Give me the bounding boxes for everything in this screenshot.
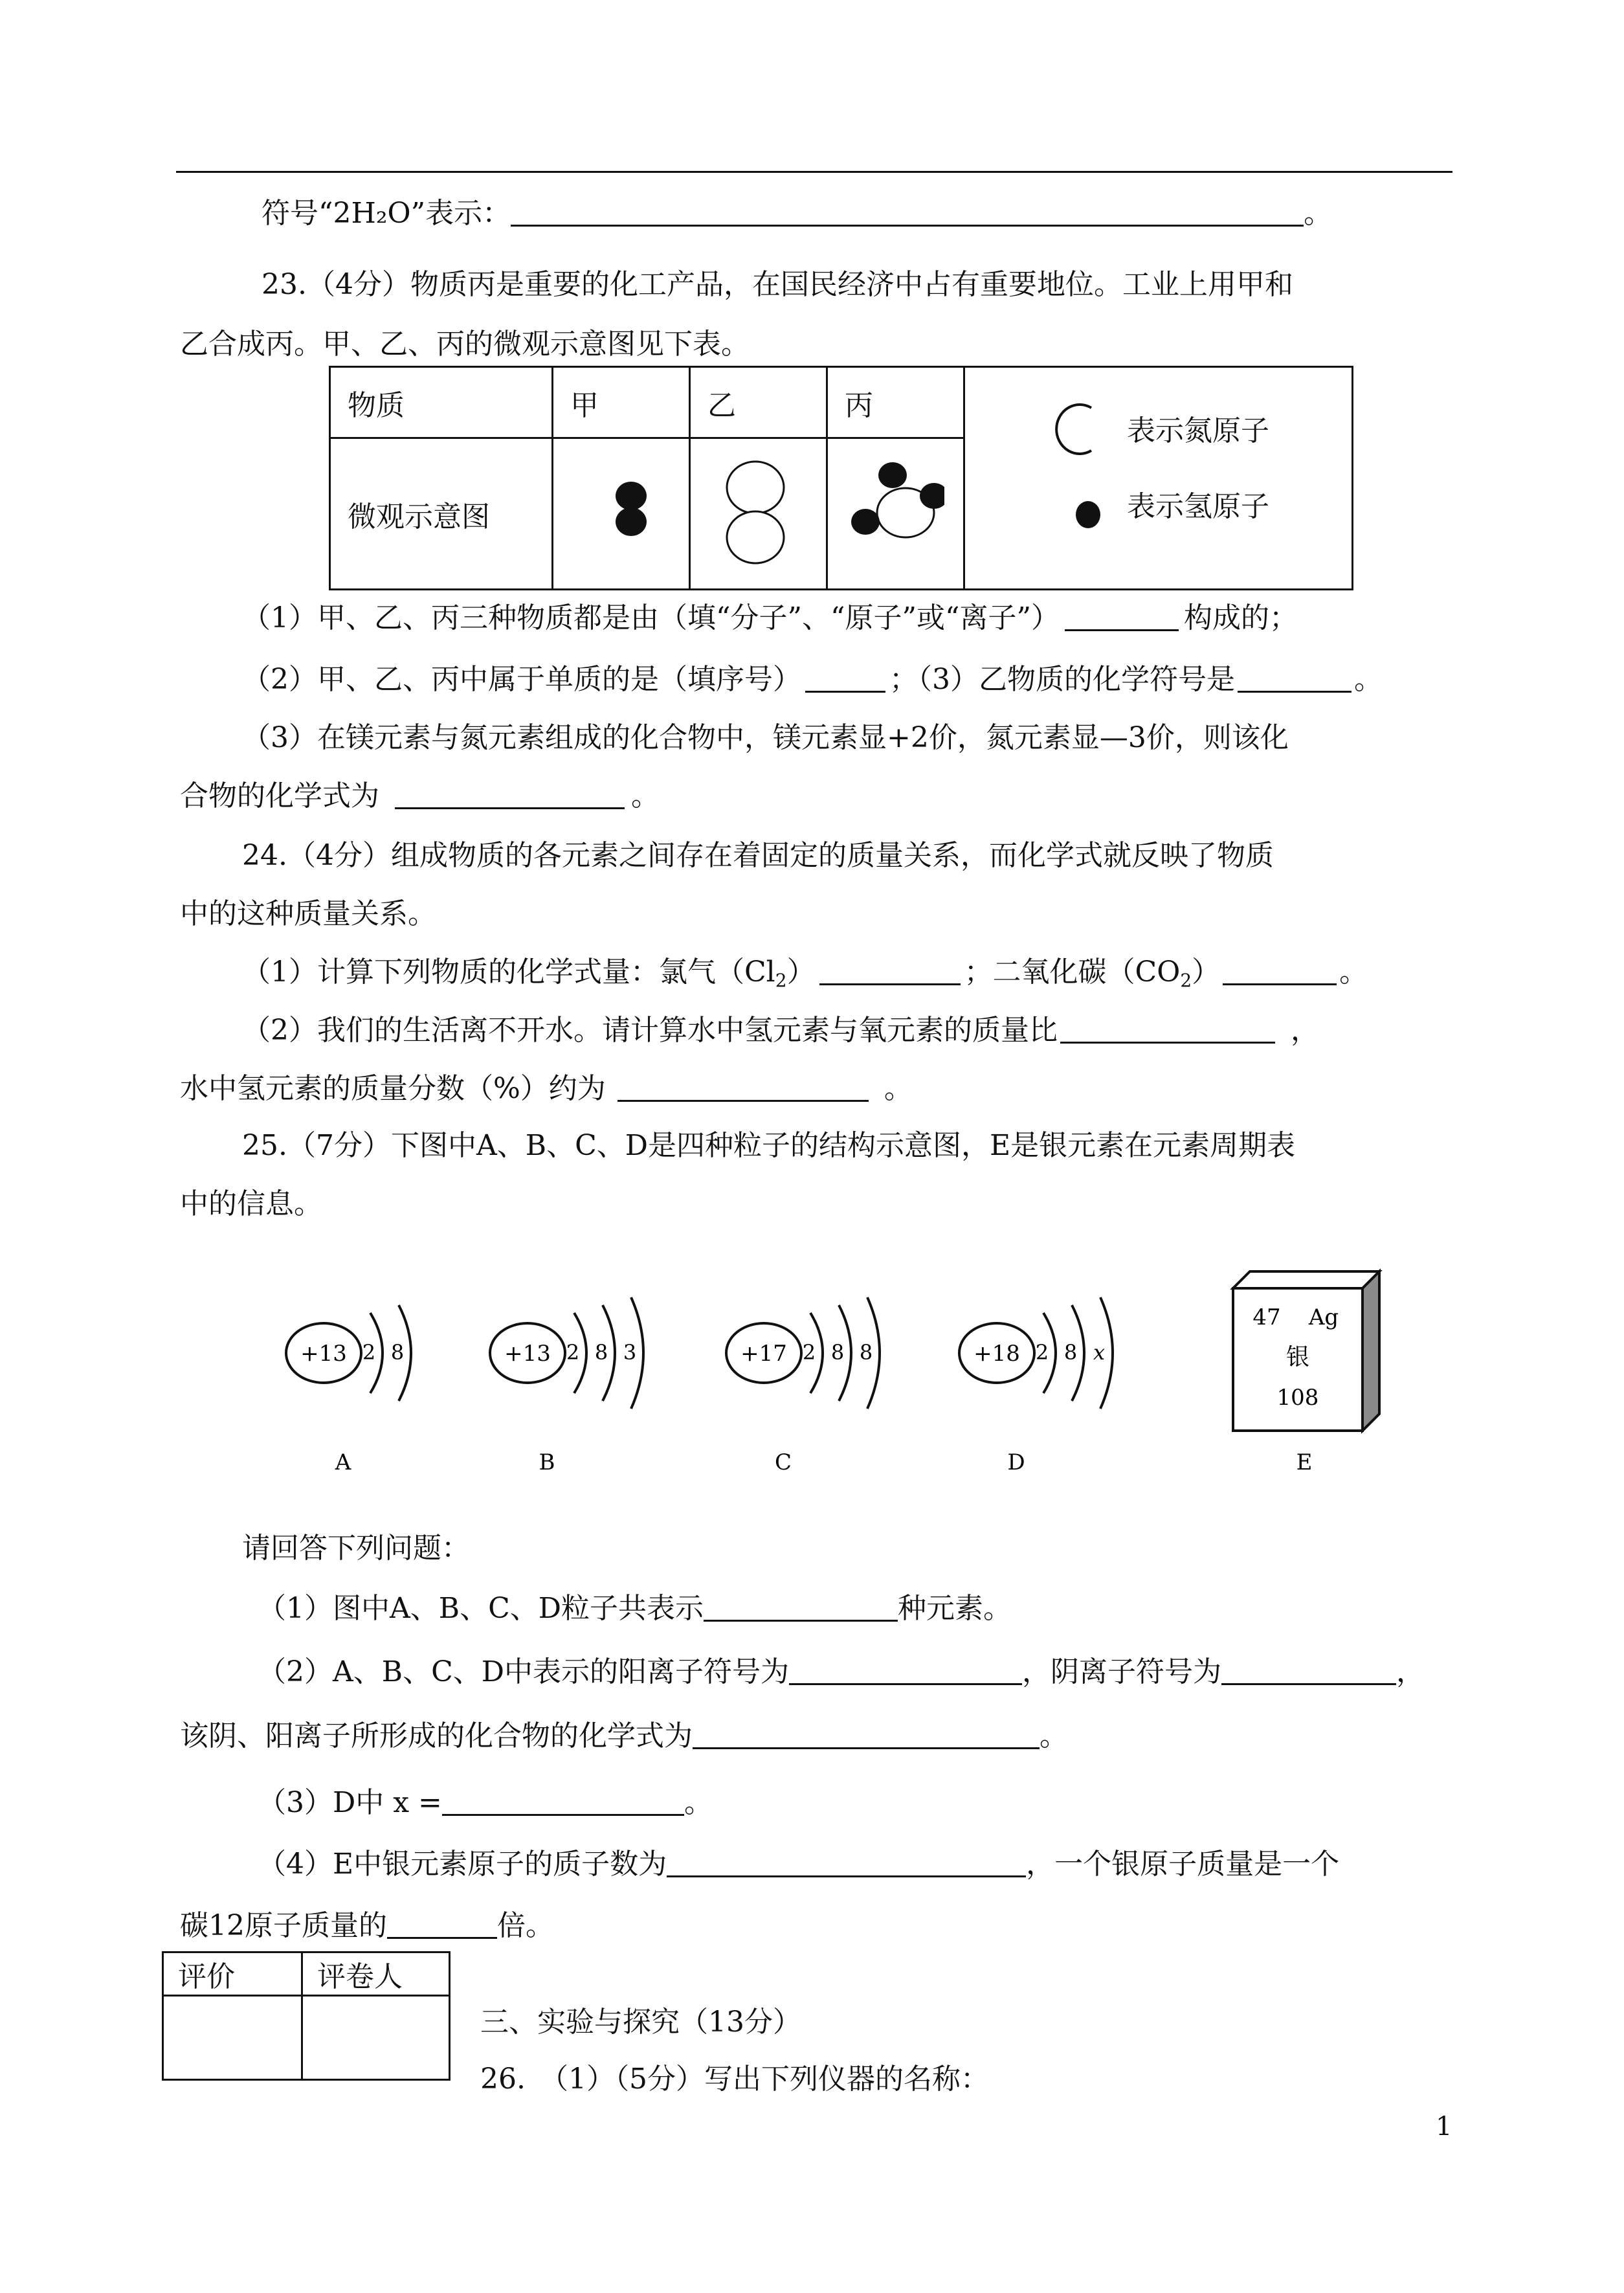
q24-co2-blank[interactable] [1223,955,1337,985]
particle-label: E [1296,1449,1313,1475]
score-cell[interactable] [163,1996,302,2080]
nitrogen-atom-icon [727,511,784,563]
molecule-bing [828,439,944,581]
shell-electron-count: 8 [390,1340,405,1365]
q25-x-blank[interactable] [442,1785,684,1816]
legend-icons [965,368,1366,585]
q25-2: （2）A、B、C、D中表示的阳离子符号为 ，阴离子符号为 ， [258,1655,1425,1688]
q23-intro-1: 23.（4分）物质丙是重要的化工产品，在国民经济中占有重要地位。工业上用甲和 [261,268,1293,301]
grader-cell[interactable] [302,1996,450,2080]
q24-ratio-blank[interactable] [1060,1013,1275,1044]
nucleus-charge: +17 [740,1341,787,1367]
q26-text: 26. （1）（5分）写出下列仪器的名称： [480,2063,989,2096]
q25-prompt: 请回答下列问题： [242,1532,470,1565]
shell-electron-count: 2 [566,1340,580,1365]
legend-hydrogen: 表示氢原子 [1127,490,1269,523]
shell-electron-count: x [1093,1340,1106,1365]
q25-proton-blank[interactable] [667,1847,1026,1877]
q25-ratio-blank[interactable] [387,1908,497,1939]
particle-label: D [1007,1449,1025,1475]
q23-3-blank[interactable] [1238,662,1351,693]
q23-2-blank[interactable] [805,662,885,693]
shell-electron-count: 8 [859,1340,873,1365]
element-name: 银 [1285,1344,1310,1370]
q25-cation-blank[interactable] [789,1655,1022,1685]
table-col-yi: 乙 [690,367,827,438]
shell-electron-count: 2 [362,1340,376,1365]
card-top-face [1233,1271,1379,1288]
q23-2: （2）甲、乙、丙中属于单质的是（填序号） ；（3）乙物质的化学符号是 。 [242,663,1383,696]
q23-1-blank[interactable] [1065,601,1179,631]
shell-electron-count: 8 [830,1340,845,1365]
q22-answer-blank[interactable] [511,196,1304,227]
shell-electron-count: 2 [1035,1340,1049,1365]
shell-electron-count: 8 [1063,1340,1078,1365]
particle-label: A [335,1449,351,1475]
hydrogen-atom-icon [878,462,907,488]
q25-compound-blank[interactable] [693,1719,1040,1749]
nitrogen-atom-icon [727,462,784,513]
section-3-title: 三、实验与探究（13分） [480,2006,801,2039]
q25-3: （3）D中 x = 。 [258,1786,713,1819]
q23-3-line2: 合物的化学式为 。 [180,779,660,812]
q23-1: （1）甲、乙、丙三种物质都是由（填“分子”、“原子”或“离子”） 构成的； [242,601,1298,634]
legend-nitrogen: 表示氮原子 [1127,414,1269,447]
molecule-jia-cell [553,438,690,590]
shell-electron-count: 8 [594,1340,608,1365]
shell-electron-count: 3 [623,1340,637,1365]
score-box [162,1951,450,2081]
hydrogen-atom-icon [616,482,647,510]
micro-structure-table [329,366,1353,590]
hydrogen-atom-icon [616,508,647,536]
filled-dot-icon [1076,501,1100,528]
score-col-2: 评卷人 [302,1952,450,1996]
molecule-jia [553,439,670,581]
particle-label: C [774,1449,792,1475]
table-col-bing: 丙 [827,367,964,438]
q23-formula-blank[interactable] [395,779,625,809]
q25-anion-blank[interactable] [1221,1655,1396,1685]
molecule-yi [691,439,807,581]
q25-4: （4）E中银元素原子的质子数为 ，一个银原子质量是一个 [258,1848,1340,1881]
q24-intro-1: 24.（4分）组成物质的各元素之间存在着固定的质量关系，而化学式就反映了物质 [242,839,1274,872]
nucleus-charge: +13 [300,1341,347,1367]
header-rule [176,171,1452,173]
q25-1: （1）图中A、B、C、D粒子共表示 种元素。 [258,1592,1012,1625]
q24-cl2-blank[interactable] [819,955,961,985]
element-atomic-number: 47 [1252,1304,1281,1330]
table-head-label: 物质 [330,367,553,438]
nucleus-charge: +18 [973,1341,1020,1367]
page-number: 1 [1436,2112,1452,2142]
particle-figure [272,1249,1411,1482]
element-symbol: Ag [1308,1304,1339,1330]
q24-percent-blank[interactable] [617,1071,869,1102]
q25-4-line2: 碳12原子质量的 倍。 [180,1909,554,1942]
q24-2-line2: 水中氢元素的质量分数（%）约为 。 [180,1072,913,1105]
table-row-label: 微观示意图 [330,438,553,590]
score-col-1: 评价 [163,1952,302,1996]
q24-2-line1: （2）我们的生活离不开水。请计算水中氢元素与氧元素的质量比 ， [242,1014,1319,1047]
molecule-bing-cell [827,438,964,590]
card-side-face [1363,1271,1379,1431]
particle-label: B [539,1449,555,1475]
q25-2-line2: 该阴、阳离子所形成的化合物的化学式为 。 [180,1719,1068,1752]
q25-1-blank[interactable] [704,1591,898,1622]
shell-electron-count: 2 [802,1340,816,1365]
q24-1: （1）计算下列物质的化学式量：氯气$(Cl_2)$ ；二氧化碳$(CO_2)$ 。 [242,956,1368,991]
element-atomic-mass: 108 [1276,1385,1319,1411]
open-circle-icon [1056,405,1091,454]
nucleus-charge: +13 [504,1341,551,1367]
table-col-jia: 甲 [553,367,690,438]
molecule-yi-cell [690,438,827,590]
hydrogen-atom-icon [851,509,880,535]
table-legend-cell [964,367,1353,590]
q25-intro-2: 中的信息。 [180,1187,322,1220]
q23-intro-2: 乙合成丙。甲、乙、丙的微观示意图见下表。 [180,328,750,361]
q23-3-line1: （3）在镁元素与氮元素组成的化合物中，镁元素显+2价，氮元素显—3价，则该化 [242,721,1289,754]
q22-line: 符号“2H₂O”表示： 。 [261,197,1333,230]
q24-intro-2: 中的这种质量关系。 [180,897,436,930]
q22-text: 符号“2H₂O”表示： [261,197,511,230]
q25-intro-1: 25.（7分）下图中A、B、C、D是四种粒子的结构示意图，E是银元素在元素周期表 [242,1129,1296,1162]
